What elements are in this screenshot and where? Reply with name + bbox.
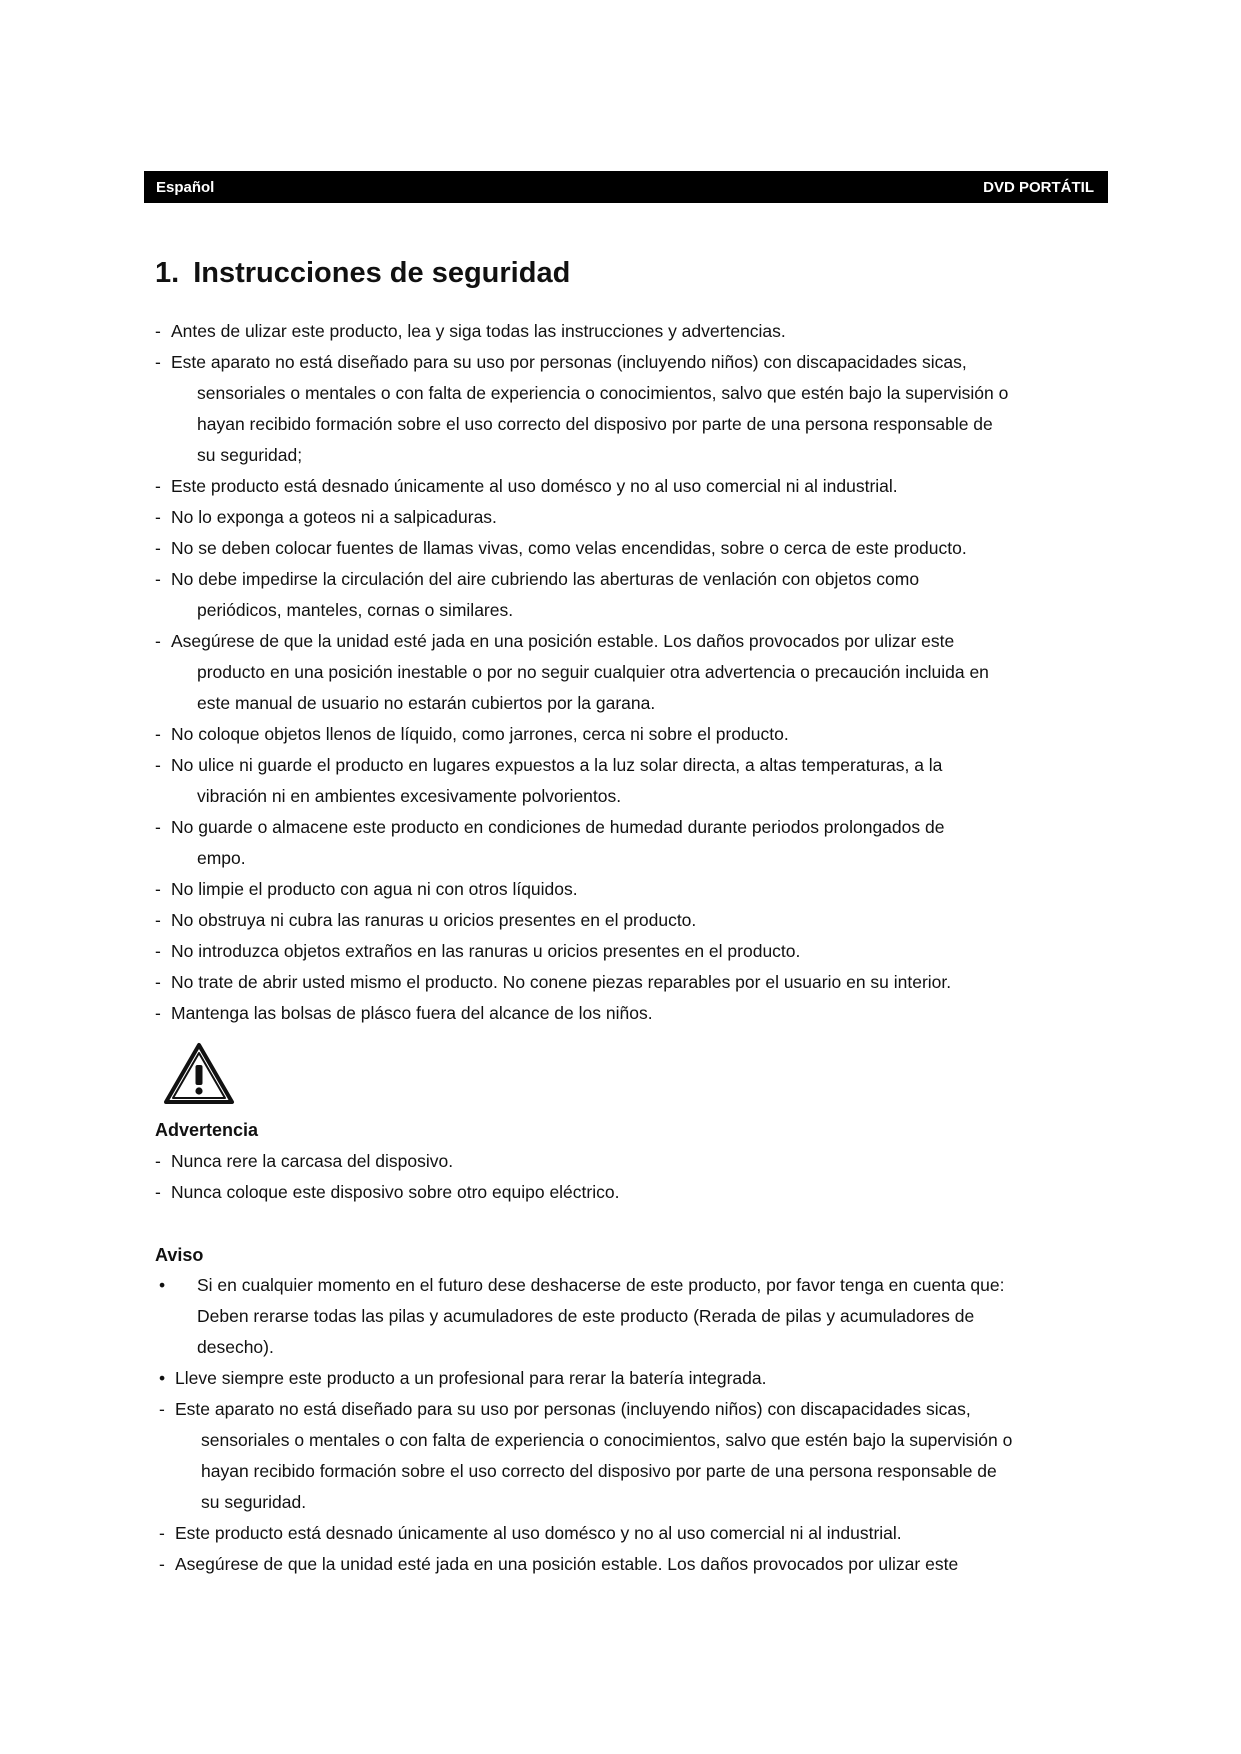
list-item [155,564,1095,626]
list-item [155,347,1095,471]
text-line: No lo exponga a goteos ni a salpicaduras. [171,507,497,527]
text-line: Si en cualquier momento en el futuro dese deshacerse de este producto, por favor tenga en cuenta que: [197,1275,1005,1295]
text-line: Asegúrese de que la unidad esté jada en una posición estable. Los daños provocados por ulizar este [171,631,955,651]
list-item [155,967,1095,998]
list-item-text [171,564,1095,626]
list-item [155,1177,1095,1208]
text-line: No guarde o almacene este producto en condiciones de humedad durante periodos prolongados de [171,817,945,837]
list-item-text [171,719,1095,750]
list-item [155,626,1095,719]
list-marker: - [155,569,161,589]
list-marker: - [155,910,161,930]
list-item-text [171,626,1095,719]
list-item [155,1146,1095,1177]
list-marker: - [155,1003,161,1023]
list-item-text [171,874,1095,905]
text-line: No debe impedirse la circulación del aire cubriendo las aberturas de venlación con objetos como [171,569,920,589]
text-line: No trate de abrir usted mismo el producto. No conene piezas reparables por el usuario en su interior. [171,972,952,992]
title-number: 1. [155,257,180,289]
list-item [155,1363,1095,1394]
text-line: vibración ni en ambientes excesivamente polvorientos. [197,786,622,806]
list-item-text [171,533,1095,564]
list-marker: - [155,879,161,899]
text-line: Deben rerarse todas las pilas y acumuladores de este producto (Rerada de pilas y acumuladores de [197,1306,975,1326]
text-line: este manual de usuario no estarán cubiertos por la garana. [197,693,656,713]
text-line: producto en una posición inestable o por no seguir cualquier otra advertencia o precaución incluida en [197,662,989,682]
list-marker: - [155,972,161,992]
list-marker: - [155,817,161,837]
list-item [155,502,1095,533]
list-marker: - [155,476,161,496]
list-item-text [171,967,1095,998]
list-item-text [171,1177,1095,1208]
notice-heading: Aviso [155,1245,204,1265]
safety-list [155,316,1095,1029]
list-item-text [171,998,1095,1029]
list-item [155,719,1095,750]
list-marker: - [155,1151,161,1171]
list-item [155,1394,1095,1518]
notice-list [155,1270,1095,1580]
text-line: hayan recibido formación sobre el uso correcto del disposivo por parte de una persona responsable de [197,414,993,434]
list-marker: • [159,1275,166,1295]
text-line: su seguridad; [197,445,303,465]
list-item-text [171,471,1095,502]
list-item [155,533,1095,564]
list-item [155,1549,1095,1580]
text-line: su seguridad. [201,1492,307,1512]
text-line: Nunca rere la carcasa del disposivo. [171,1151,454,1171]
list-item [155,905,1095,936]
text-line: periódicos, manteles, cornas o similares. [197,600,514,620]
text-line: Asegúrese de que la unidad esté jada en una posición estable. Los daños provocados por ulizar este [175,1554,959,1574]
list-item-text [171,936,1095,967]
list-item-text [171,750,1095,812]
list-marker: - [159,1523,165,1543]
text-line: No limpie el producto con agua ni con otros líquidos. [171,879,578,899]
text-line: sensoriales o mentales o con falta de experiencia o conocimientos, salvo que estén bajo la supervisión o [197,383,1009,403]
list-marker: - [155,352,161,372]
warning-list [155,1146,1095,1208]
list-item [155,998,1095,1029]
list-item-text [175,1394,1095,1518]
list-item-text [171,812,1095,874]
list-marker: - [155,1182,161,1202]
header-language: Español [156,178,215,196]
text-line: Antes de ulizar este producto, lea y siga todas las instrucciones y advertencias. [171,321,786,341]
list-item [155,1270,1095,1363]
list-item [155,936,1095,967]
text-line: No obstruya ni cubra las ranuras u oricios presentes en el producto. [171,910,697,930]
text-line: Este aparato no está diseñado para su uso por personas (incluyendo niños) con discapacidades sicas, [175,1399,971,1419]
list-item [155,471,1095,502]
list-item [155,316,1095,347]
warning-triangle-icon [163,1041,235,1105]
list-marker: - [155,507,161,527]
text-line: No se deben colocar fuentes de llamas vivas, como velas encendidas, sobre o cerca de este producto. [171,538,967,558]
list-marker: - [155,724,161,744]
list-marker: - [155,631,161,651]
text-line: desecho). [197,1337,274,1357]
list-item-text [171,1146,1095,1177]
text-line: sensoriales o mentales o con falta de experiencia o conocimientos, salvo que estén bajo la supervisión o [201,1430,1013,1450]
list-marker: - [155,321,161,341]
list-item-text [175,1549,1095,1580]
text-line: Este producto está desnado únicamente al uso domésco y no al uso comercial ni al industrial. [171,476,898,496]
text-line: Mantenga las bolsas de plásco fuera del alcance de los niños. [171,1003,653,1023]
text-line: Este aparato no está diseñado para su uso por personas (incluyendo niños) con discapacidades sicas, [171,352,967,372]
list-item-text [197,1270,1095,1363]
text-line: Este producto está desnado únicamente al uso domésco y no al uso comercial ni al industrial. [175,1523,902,1543]
text-line: Lleve siempre este producto a un profesional para rerar la batería integrada. [175,1368,767,1388]
text-line: No coloque objetos llenos de líquido, como jarrones, cerca ni sobre el producto. [171,724,789,744]
list-item-text [171,347,1095,471]
list-item [155,874,1095,905]
text-line: empo. [197,848,246,868]
list-marker: - [155,941,161,961]
list-marker: • [159,1368,166,1388]
list-item-text [171,502,1095,533]
list-item-text [171,905,1095,936]
warning-heading: Advertencia [155,1120,259,1140]
list-marker: - [159,1554,165,1574]
list-item-text [175,1518,1095,1549]
list-item-text [171,316,1095,347]
header-product: DVD PORTÁTIL [983,178,1094,196]
list-marker: - [159,1399,165,1419]
list-item [155,812,1095,874]
list-item [155,1518,1095,1549]
list-item [155,750,1095,812]
text-line: hayan recibido formación sobre el uso correcto del disposivo por parte de una persona responsable de [201,1461,997,1481]
page-header-bar [144,171,1108,203]
text-line: No introduzca objetos extraños en las ranuras u oricios presentes en el producto. [171,941,801,961]
list-marker: - [155,755,161,775]
list-item-text [175,1363,1095,1394]
text-line: No ulice ni guarde el producto en lugares expuestos a la luz solar directa, a altas temperaturas, a la [171,755,943,775]
list-marker: - [155,538,161,558]
text-line: Nunca coloque este disposivo sobre otro equipo eléctrico. [171,1182,620,1202]
page-title [155,257,570,290]
title-text: Instrucciones de seguridad [193,257,571,289]
